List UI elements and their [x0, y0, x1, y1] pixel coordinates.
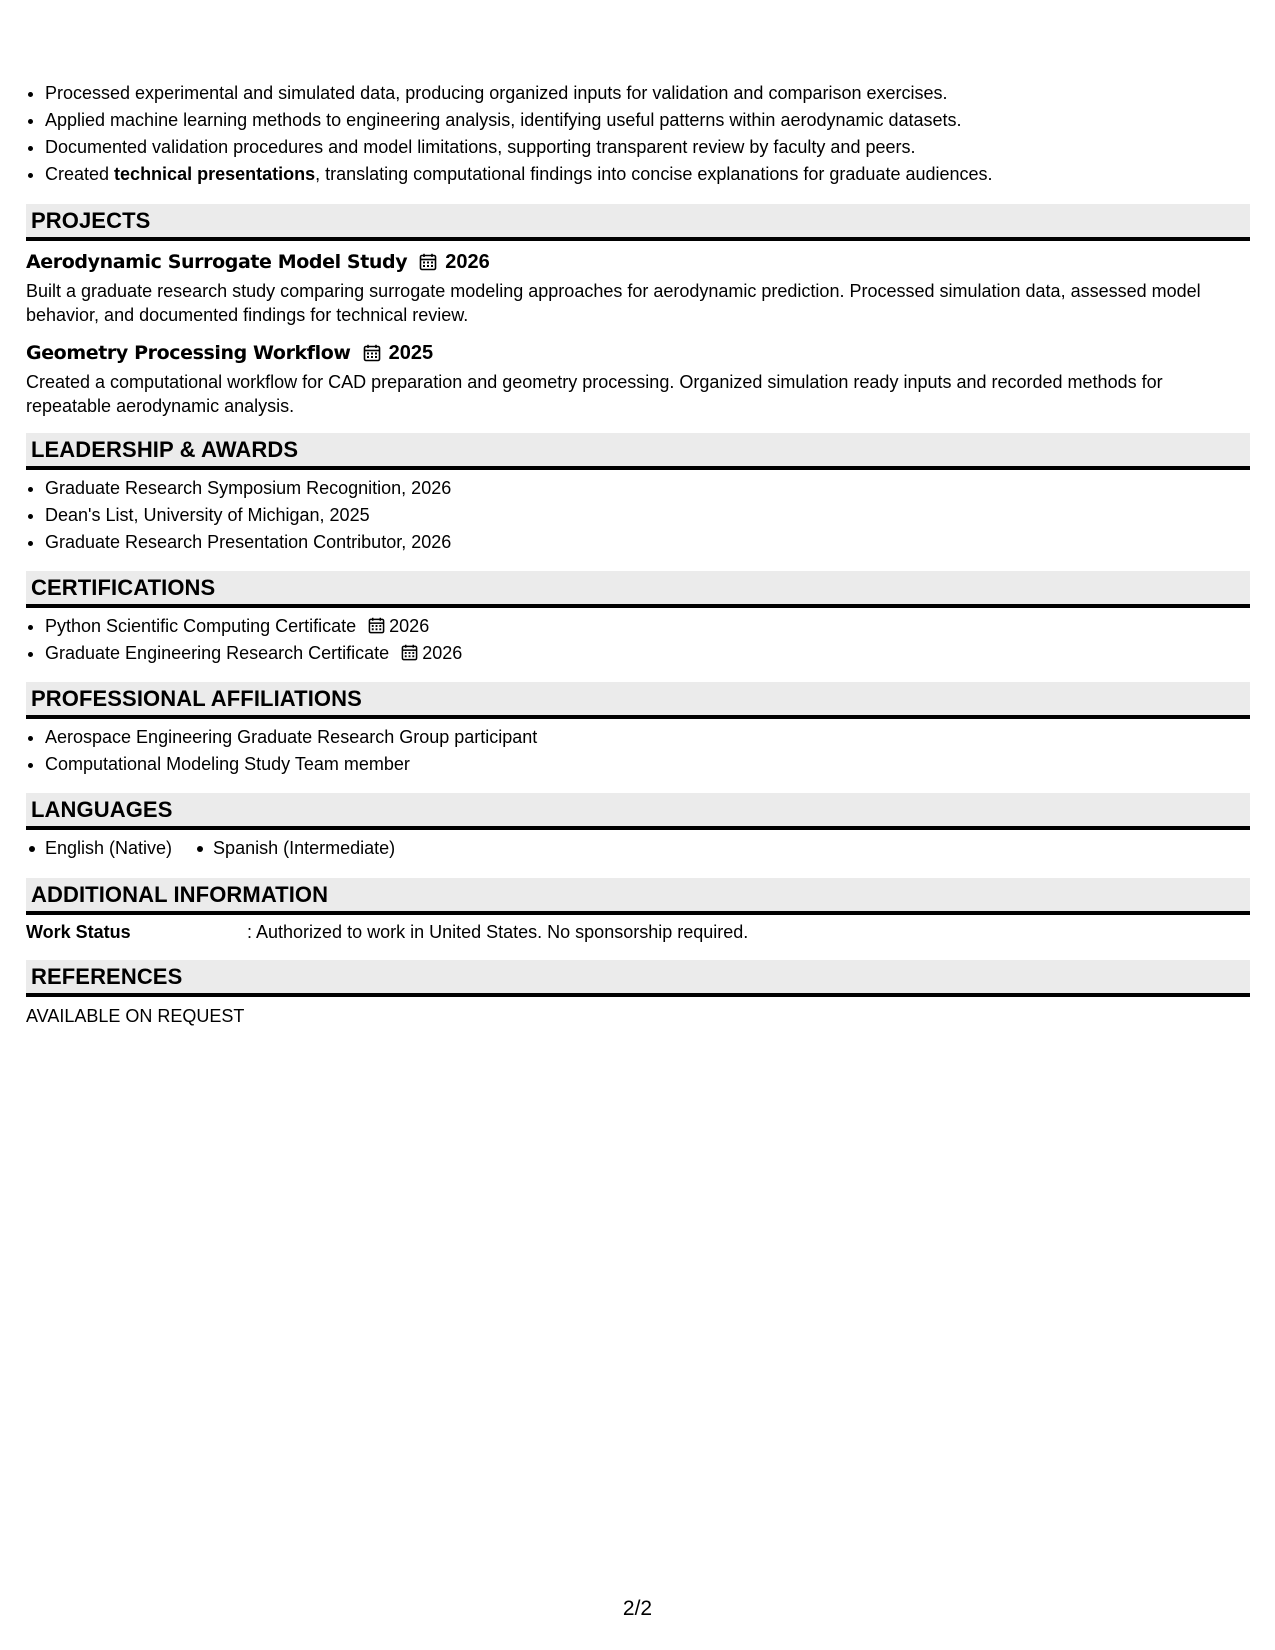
project-heading	[26, 338, 1250, 368]
work-status-value: : Authorized to work in United States. No sponsorship required.	[247, 922, 749, 942]
section-header-leadership: LEADERSHIP & AWARDS	[26, 433, 1250, 470]
experience-bullet: • Processed experimental and simulated data, producing organized inputs for validation and comparison exercises.	[45, 80, 1250, 107]
list-item	[45, 640, 1250, 667]
list-item: • Graduate Research Symposium Recognition, 2026	[45, 475, 1250, 502]
project-title: Aerodynamic Surrogate Model Study	[26, 251, 408, 273]
affiliations-list	[26, 724, 1250, 778]
section-header-references: REFERENCES	[26, 960, 1250, 997]
list-item: • Aerospace Engineering Graduate Research Group participant	[45, 724, 1250, 751]
certification-name: Python Scientific Computing Certificate	[45, 616, 357, 636]
list-item: • Graduate Research Presentation Contributor, 2026	[45, 529, 1250, 556]
certification-year: 2026	[389, 616, 430, 636]
project-entry	[26, 247, 1250, 327]
certification-year: 2026	[422, 643, 463, 663]
section-header-languages: LANGUAGES	[26, 793, 1250, 830]
project-description: Built a graduate research study comparing surrogate modeling approaches for aerodynamic prediction. Processed simulation data, assessed model behavior, and documented findings for technical review.	[26, 281, 1201, 325]
project-year: 2026	[445, 251, 490, 273]
calendar-icon	[363, 344, 381, 362]
calendar-icon	[419, 253, 437, 271]
list-item	[45, 613, 1250, 640]
list-item: English (Native)	[26, 835, 172, 862]
certifications-list	[26, 613, 1250, 667]
page-number: 2/2	[622, 1597, 653, 1620]
experience-bullet: • Created technical presentations, translating computational findings into concise explanations for graduate audiences.	[45, 161, 1250, 188]
list-item: Spanish (Intermediate)	[194, 835, 395, 862]
experience-bullet: • Applied machine learning methods to engineering analysis, identifying useful patterns within aerodynamic datasets.	[45, 107, 1250, 134]
section-header-projects: PROJECTS	[26, 204, 1250, 241]
list-item: • Computational Modeling Study Team member	[45, 751, 1250, 778]
work-status-label: Work Status	[26, 922, 131, 942]
calendar-icon	[368, 617, 385, 634]
certification-name: Graduate Engineering Research Certificate	[45, 643, 390, 663]
project-description: Created a computational workflow for CAD preparation and geometry processing. Organized simulation ready inputs and recorded methods for repeatable aerodynamic analysis.	[26, 372, 1163, 416]
section-header-additional: ADDITIONAL INFORMATION	[26, 878, 1250, 915]
section-header-certifications: CERTIFICATIONS	[26, 571, 1250, 608]
languages-list	[26, 835, 1250, 862]
experience-bullet-list	[26, 80, 1250, 188]
calendar-icon	[401, 644, 418, 661]
project-title: Geometry Processing Workflow	[26, 342, 351, 364]
resume-page	[26, 80, 1250, 1028]
references-text: AVAILABLE ON REQUEST	[26, 1006, 245, 1026]
leadership-list	[26, 475, 1250, 556]
list-item: • Dean's List, University of Michigan, 2025	[45, 502, 1250, 529]
project-entry	[26, 338, 1250, 418]
section-header-affiliations: PROFESSIONAL AFFILIATIONS	[26, 682, 1250, 719]
project-heading	[26, 247, 1250, 277]
project-year: 2025	[388, 342, 434, 364]
experience-bullet: • Documented validation procedures and model limitations, supporting transparent review by faculty and peers.	[45, 134, 1250, 161]
work-status-row	[26, 920, 1250, 944]
